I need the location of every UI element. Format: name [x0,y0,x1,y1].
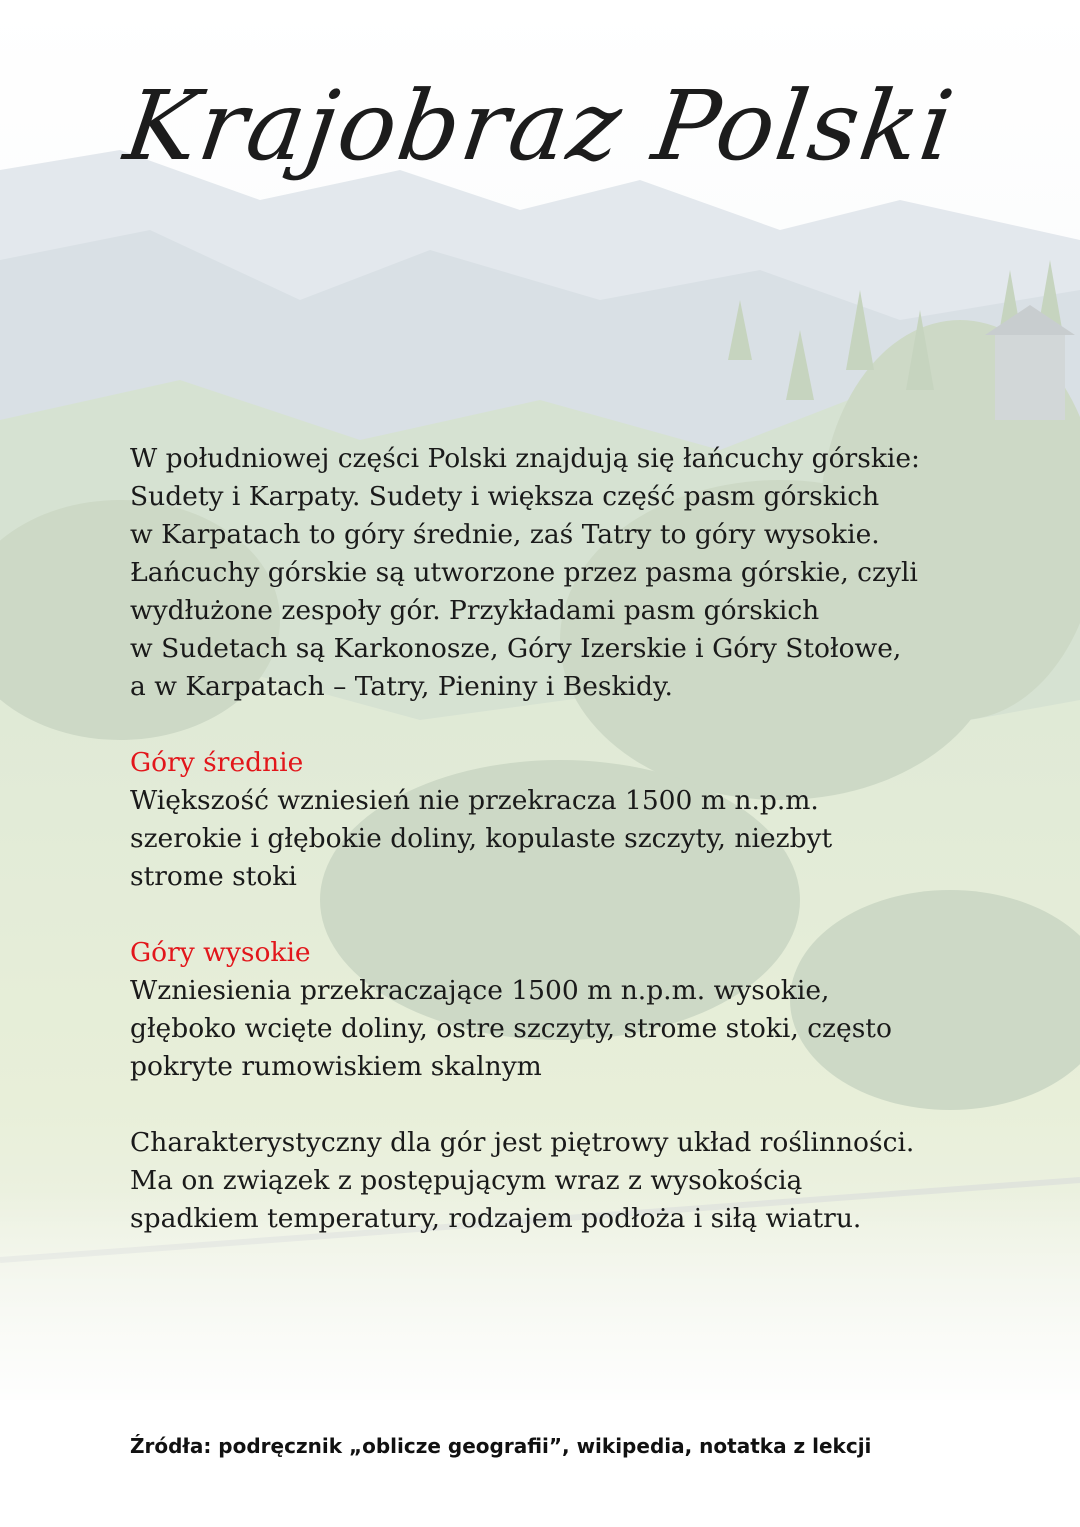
medium-mountains-paragraph [130,782,990,896]
spacer [130,1086,990,1124]
text-line: Większość wzniesień nie przekracza 1500 m n.p.m. [130,785,819,816]
medium-mountains-heading: Góry średnie [130,747,304,778]
text-line: w Sudetach są Karkonosze, Góry Izerskie i Góry Stołowe, [130,633,902,664]
spacer [130,896,990,934]
text-line: a w Karpatach – Tatry, Pieniny i Beskidy. [130,671,673,702]
sources-footnote: Źródła: podręcznik „oblicze geografii”, wikipedia, notatka z lekcji [130,1434,872,1458]
high-mountains-paragraph [130,972,990,1086]
text-line: Sudety i Karpaty. Sudety i większa część pasm górskich [130,481,880,512]
text-line: Charakterystyczny dla gór jest piętrowy układ roślinności. [130,1127,915,1158]
text-line: głęboko wcięte doliny, ostre szczyty, strome stoki, często [130,1013,892,1044]
text-line: strome stoki [130,861,297,892]
text-line: Łańcuchy górskie są utworzone przez pasma górskie, czyli [130,557,918,588]
text-line: spadkiem temperatury, rodzajem podłoża i siłą wiatru. [130,1203,862,1234]
text-line: W południowej części Polski znajdują się łańcuchy górskie: [130,443,920,474]
text-line: Wzniesienia przekraczające 1500 m n.p.m. wysokie, [130,975,830,1006]
intro-paragraph [130,440,990,706]
spacer [130,706,990,744]
text-line: Ma on związek z postępującym wraz z wysokością [130,1165,803,1196]
high-mountains-heading: Góry wysokie [130,937,311,968]
page-title: Krajobraz Polski [118,70,962,182]
closing-paragraph [130,1124,990,1238]
text-line: szerokie i głębokie doliny, kopulaste szczyty, niezbyt [130,823,833,854]
text-line: pokryte rumowiskiem skalnym [130,1051,542,1082]
main-text [130,440,990,1238]
text-line: wydłużone zespoły gór. Przykładami pasm górskich [130,595,820,626]
text-line: w Karpatach to góry średnie, zaś Tatry to góry wysokie. [130,519,880,550]
